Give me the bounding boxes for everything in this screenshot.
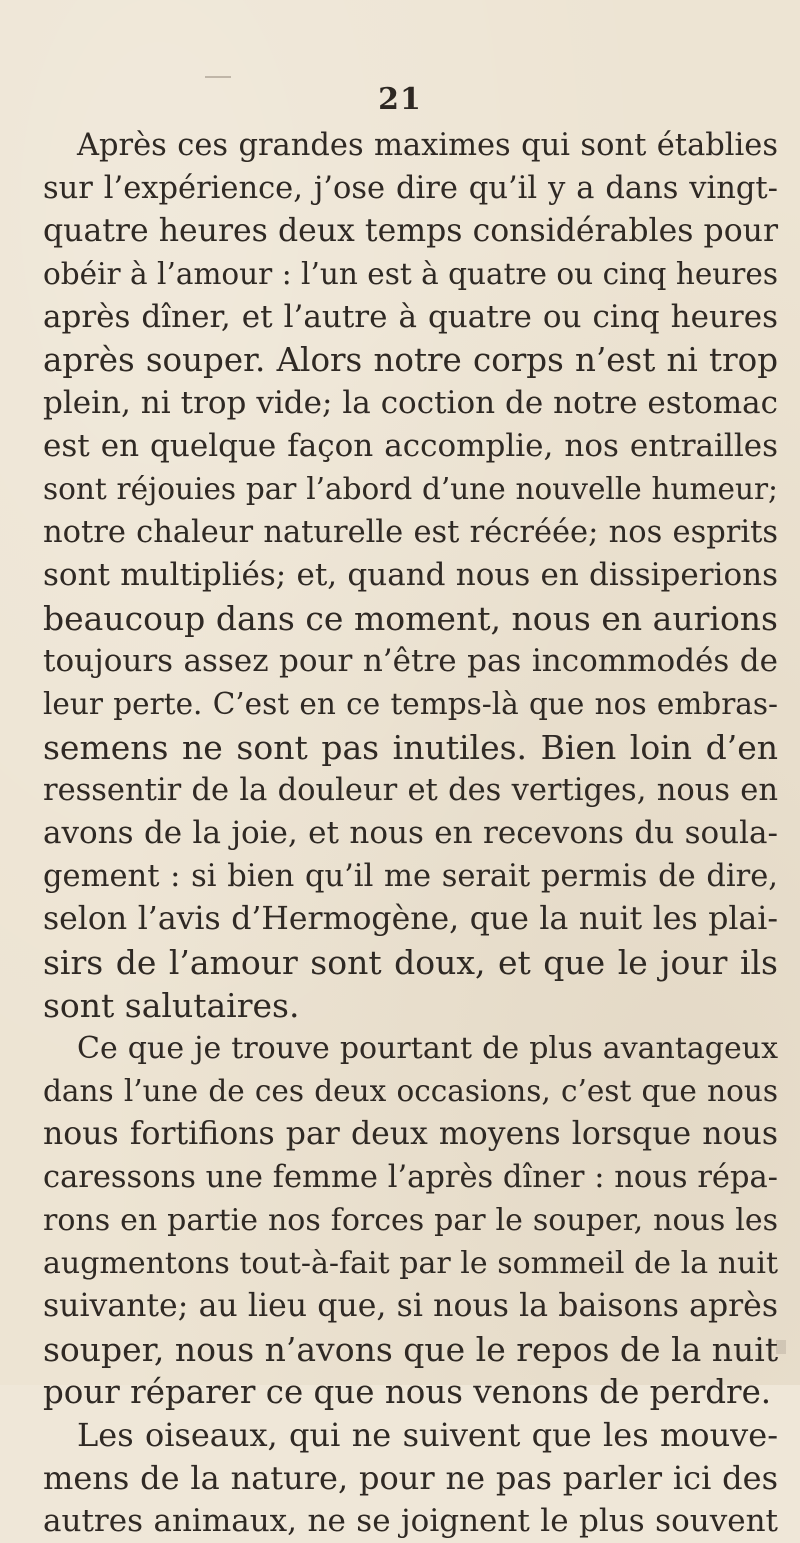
paper-speck bbox=[205, 76, 231, 78]
text-line: sont salutaires. bbox=[43, 986, 300, 1025]
text-line: autres animaux, ne se joignent le plus souvent bbox=[43, 1503, 778, 1539]
text-line: suivante; au lieu que, si nous la baisons après bbox=[43, 1288, 778, 1324]
text-line: après souper. Alors notre corps n’est ni trop bbox=[43, 341, 778, 379]
text-line: mens de la nature, pour ne pas parler ici des bbox=[43, 1459, 778, 1497]
text-line: Ce que je trouve pourtant de plus avantageux bbox=[77, 1031, 778, 1066]
text-line: selon l’avis d’Hermogène, que la nuit les plai- bbox=[43, 901, 778, 937]
text-line: sont réjouies par l’abord d’une nouvelle humeur; bbox=[43, 472, 778, 506]
text-line: quatre heures deux temps considérables pour bbox=[43, 213, 778, 249]
page-number: 21 bbox=[378, 82, 422, 117]
text-line: sur l’expérience, j’ose dire qu’il y a dans vingt- bbox=[43, 171, 778, 206]
text-line: semens ne sont pas inutiles. Bien loin d’en bbox=[43, 728, 778, 767]
text-line: rons en partie nos forces par le souper, nous les bbox=[43, 1203, 778, 1238]
text-line: Les oiseaux, qui ne suivent que les mouve- bbox=[77, 1416, 778, 1454]
text-line: sirs de l’amour sont doux, et que le jour ils bbox=[43, 943, 778, 982]
text-line: plein, ni trop vide; la coction de notre estomac bbox=[43, 385, 778, 421]
text-line: avons de la joie, et nous en recevons du soula- bbox=[43, 815, 778, 851]
text-line: est en quelque façon accomplie, nos entrailles bbox=[43, 428, 778, 464]
text-line: caressons une femme l’après dîner : nous répa- bbox=[43, 1160, 778, 1195]
text-line: toujours assez pour n’être pas incommodés de bbox=[43, 643, 778, 679]
paper-speck bbox=[776, 1340, 786, 1354]
text-line: obéir à l’amour : l’un est à quatre ou cinq heures bbox=[43, 257, 778, 291]
text-line: nous fortifions par deux moyens lorsque nous bbox=[43, 1116, 778, 1152]
text-line: pour réparer ce que nous venons de perdre. bbox=[43, 1373, 772, 1411]
text-line: sont multipliés; et, quand nous en dissiperions bbox=[43, 557, 778, 593]
text-line: notre chaleur naturelle est récréée; nos esprits bbox=[43, 515, 778, 550]
text-line: après dîner, et l’autre à quatre ou cinq heures bbox=[43, 299, 778, 335]
body-text bbox=[43, 124, 778, 1543]
text-line: ressentir de la douleur et des vertiges, nous en bbox=[43, 773, 778, 808]
text-line: leur perte. C’est en ce temps-là que nos embras- bbox=[43, 687, 778, 721]
text-line: Après ces grandes maximes qui sont établies bbox=[77, 128, 778, 163]
text-line: dans l’une de ces deux occasions, c’est que nous bbox=[43, 1074, 778, 1108]
text-line: beaucoup dans ce moment, nous en aurions bbox=[43, 599, 778, 638]
text-line: souper, nous n’avons que le repos de la nuit bbox=[43, 1330, 779, 1369]
text-line: gement : si bien qu’il me serait permis de dire, bbox=[43, 859, 778, 894]
text-line: augmentons tout-à-fait par le sommeil de la nuit bbox=[43, 1246, 778, 1281]
